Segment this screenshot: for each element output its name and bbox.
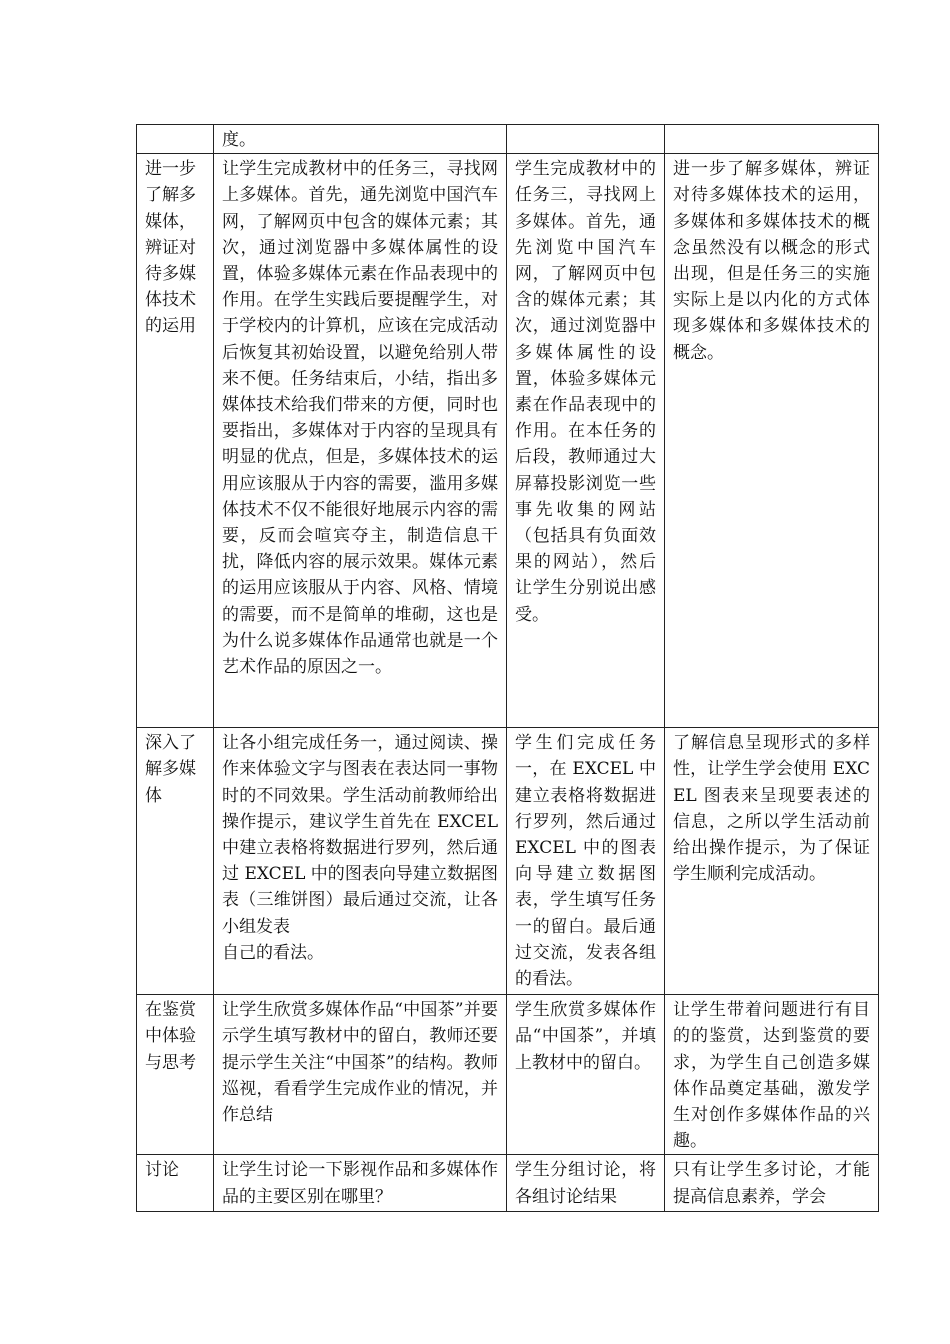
design-intent-cell: 进一步了解多媒体，辨证对待多媒体技术的运用，多媒体和多媒体技术的概念虽然没有以概念的形式出现，但是任务三的实施实际上是以内化的方式体现多媒体和多媒体技术的概念。 xyxy=(665,154,879,728)
design-intent-cell: 只有让学生多讨论，才能提高信息素养，学会 xyxy=(665,1155,879,1212)
table-row xyxy=(137,1155,879,1212)
teacher-activity-cell: 让学生完成教材中的任务三，寻找网上多媒体。首先，通先浏览中国汽车网，了解网页中包含的媒体元素；其次，通过浏览器中多媒体属性的设置，体验多媒体元素在作品表现中的作用。在学生实践后要提醒学生，对于学校内的计算机，应该在完成活动后恢复其初始设置，以避免给别人带来不便。任务结束后，小结，指出多媒体技术给我们带来的方便，同时也要指出，多媒体对于内容的呈现具有明显的优点，但是，多媒体技术的运用应该服从于内容的需要，滥用多媒体技术不仅不能很好地展示内容的需要，反而会喧宾夺主，制造信息干扰，降低内容的展示效果。媒体元素的运用应该服从于内容、风格、情境的需要，而不是简单的堆砌，这也是为什么说多媒体作品通常也就是一个艺术作品的原因之一。 xyxy=(214,154,507,728)
design-intent-cell: 了解信息呈现形式的多样性，让学生学会使用 EXCEL 图表来呈现要表述的信息，之所以学生活动前给出操作提示，为了保证学生顺利完成活动。 xyxy=(665,728,879,995)
topic-cell xyxy=(137,125,214,154)
teacher-activity-cell: 度。 xyxy=(214,125,507,154)
student-activity-cell: 学生分组讨论，将各组讨论结果 xyxy=(507,1155,665,1212)
topic-cell: 深入了解多媒体 xyxy=(137,728,214,995)
student-activity-cell: 学生完成教材中的任务三，寻找网上多媒体。首先，通先浏览中国汽车网，了解网页中包含的媒体元素；其次，通过浏览器中多媒体属性的设置，体验多媒体元素在作品表现中的作用。在本任务的后段，教师通过大屏幕投影浏览一些事先收集的网站（包括具有负面效果的网站），然后让学生分别说出感受。 xyxy=(507,154,665,728)
student-activity-cell: 学生们完成任务一，在 EXCEL 中建立表格将数据进行罗列，然后通过 EXCEL 中的图表向导建立数据图表，学生填写任务一的留白。最后通过交流，发表各组的看法。 xyxy=(507,728,665,995)
table-row xyxy=(137,125,879,154)
student-activity-cell xyxy=(507,125,665,154)
topic-cell: 讨论 xyxy=(137,1155,214,1212)
teacher-activity-cell: 让学生讨论一下影视作品和多媒体作品的主要区别在哪里？ xyxy=(214,1155,507,1212)
table-row xyxy=(137,728,879,995)
student-activity-cell: 学生欣赏多媒体作品“中国茶”，并填上教材中的留白。 xyxy=(507,995,665,1155)
table-row xyxy=(137,154,879,728)
topic-cell: 在鉴赏中体验与思考 xyxy=(137,995,214,1155)
teacher-activity-cell: 让各小组完成任务一，通过阅读、操作来体验文字与图表在表达同一事物时的不同效果。学生活动前教师给出操作提示，建议学生首先在 EXCEL 中建立表格将数据进行罗列，然后通过 EXCEL 中的图表向导建立数据图表（三维饼图）最后通过交流，让各小组发表 自己的看法。 xyxy=(214,728,507,995)
design-intent-cell: 让学生带着问题进行有目的的鉴赏，达到鉴赏的要求，为学生自己创造多媒体作品奠定基础，激发学生对创作多媒体作品的兴趣。 xyxy=(665,995,879,1155)
teacher-activity-cell: 让学生欣赏多媒体作品“中国茶”并要示学生填写教材中的留白，教师还要提示学生关注“中国茶”的结构。教师巡视，看看学生完成作业的情况，并作总结 xyxy=(214,995,507,1155)
topic-cell: 进一步了解多媒体，辨证对待多媒体技术的运用 xyxy=(137,154,214,728)
table-row xyxy=(137,995,879,1155)
lesson-plan-table xyxy=(136,124,879,1212)
design-intent-cell xyxy=(665,125,879,154)
